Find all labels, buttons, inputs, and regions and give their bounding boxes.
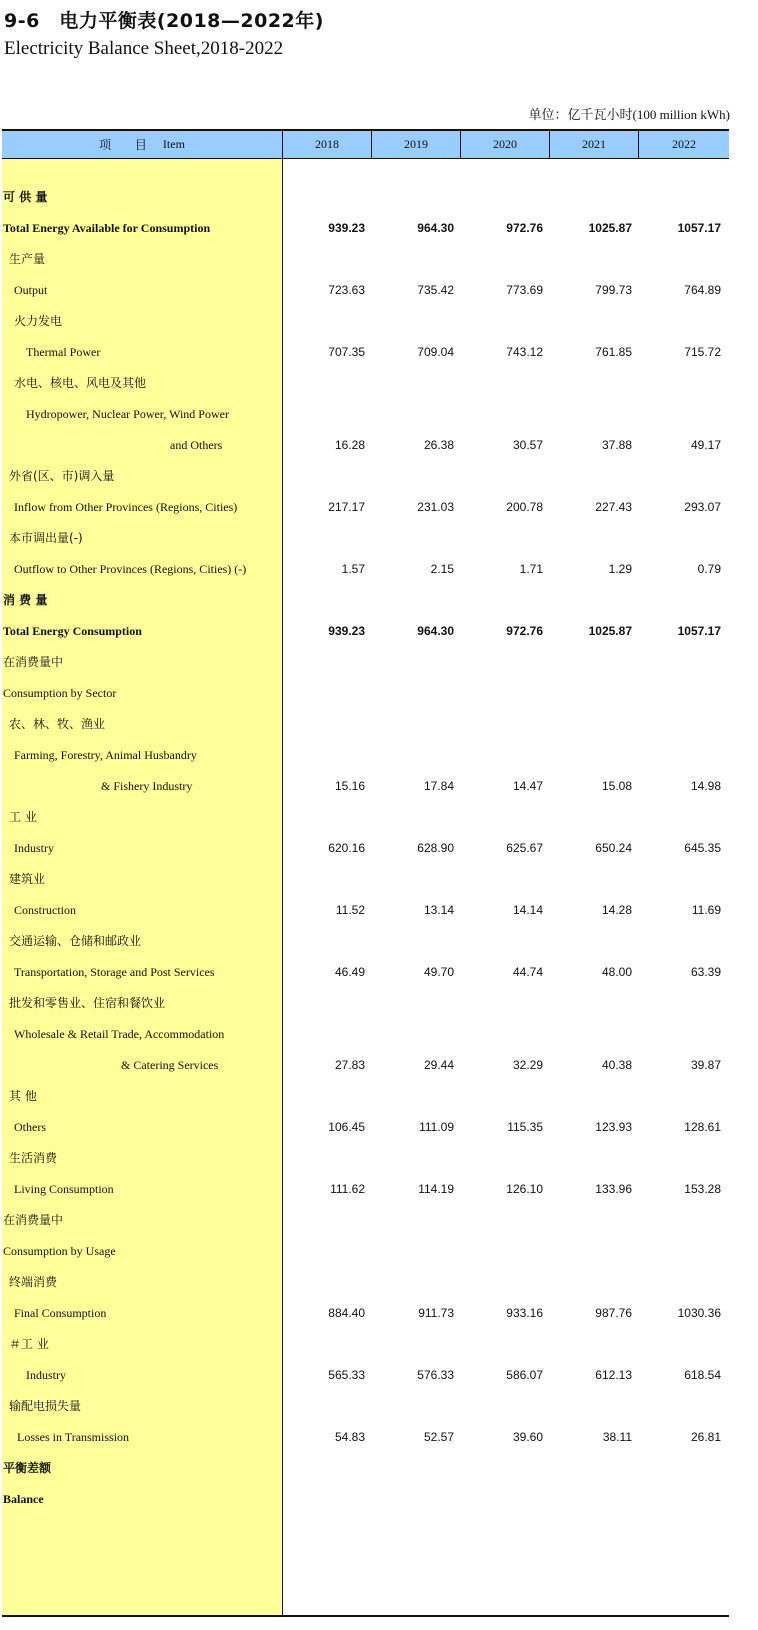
value-2022: 618.54 bbox=[684, 1368, 721, 1382]
table-row bbox=[2, 492, 729, 523]
value-2018: 565.33 bbox=[328, 1368, 365, 1382]
row-label: 交通运输、仓储和邮政业 bbox=[9, 934, 142, 948]
table-row bbox=[2, 833, 729, 864]
value-2020: 14.14 bbox=[512, 903, 543, 917]
row-label: 农、林、牧、渔业 bbox=[9, 717, 106, 731]
unit-note bbox=[528, 104, 730, 123]
table-row bbox=[2, 399, 729, 430]
table-row bbox=[2, 926, 729, 957]
value-2018: 939.23 bbox=[328, 221, 365, 235]
header-year-2021: 2021 bbox=[549, 131, 638, 158]
value-2019: 964.30 bbox=[417, 221, 454, 235]
value-2019: 29.44 bbox=[423, 1058, 454, 1072]
value-2022: 715.72 bbox=[684, 345, 721, 359]
table-row bbox=[2, 523, 729, 554]
row-label: & Catering Services bbox=[121, 1058, 219, 1072]
value-2018: 11.52 bbox=[335, 903, 365, 917]
value-2021: 38.11 bbox=[602, 1430, 632, 1444]
row-label: Industry bbox=[14, 841, 54, 855]
value-2020: 586.07 bbox=[506, 1368, 543, 1382]
value-2022: 293.07 bbox=[684, 500, 721, 514]
value-2018: 15.16 bbox=[334, 779, 365, 793]
row-label: 水电、核电、风电及其他 bbox=[14, 376, 147, 390]
value-2020: 126.10 bbox=[506, 1182, 543, 1196]
table-row bbox=[2, 244, 729, 275]
row-label: 本市调出量(-) bbox=[9, 531, 83, 545]
row-label: Outflow to Other Provinces (Regions, Cities) (-) bbox=[14, 562, 247, 576]
table-row bbox=[2, 430, 729, 461]
table-row bbox=[2, 771, 729, 802]
row-label: & Fishery Industry bbox=[101, 779, 193, 793]
table-row bbox=[2, 1453, 729, 1484]
row-label: 建筑业 bbox=[9, 872, 46, 886]
table-header bbox=[2, 129, 729, 159]
row-label: Wholesale & Retail Trade, Accommodation bbox=[14, 1027, 225, 1041]
table-row bbox=[2, 275, 729, 306]
table-row bbox=[2, 988, 729, 1019]
value-2022: 1030.36 bbox=[677, 1306, 721, 1320]
row-label: Total Energy Available for Consumption bbox=[3, 221, 211, 235]
row-label: 消 费 量 bbox=[3, 593, 48, 607]
row-label: 生活消费 bbox=[9, 1151, 58, 1165]
row-label: 平衡差额 bbox=[3, 1461, 52, 1475]
value-2019: 2.15 bbox=[430, 562, 454, 576]
table-row bbox=[2, 1081, 729, 1112]
table-row bbox=[2, 1391, 729, 1422]
table-row bbox=[2, 709, 729, 740]
value-2018: 884.40 bbox=[328, 1306, 365, 1320]
row-label: and Others bbox=[170, 438, 223, 452]
value-2020: 1.71 bbox=[519, 562, 543, 576]
table-row bbox=[2, 1360, 729, 1391]
value-2020: 39.60 bbox=[512, 1430, 543, 1444]
electricity-balance-table bbox=[2, 129, 729, 1617]
value-2020: 200.78 bbox=[506, 500, 543, 514]
value-2021: 1.29 bbox=[608, 562, 632, 576]
header-year-2022: 2022 bbox=[638, 131, 729, 158]
table-title-en: Electricity Balance Sheet,2018-2022 bbox=[4, 38, 284, 59]
table-row bbox=[2, 461, 729, 492]
row-label: 外省(区、市)调入量 bbox=[9, 469, 115, 483]
row-label: 可 供 量 bbox=[3, 190, 48, 204]
value-2018: 111.62 bbox=[330, 1182, 365, 1196]
row-label: Final Consumption bbox=[14, 1306, 107, 1320]
row-label: Living Consumption bbox=[14, 1182, 114, 1196]
value-2019: 628.90 bbox=[417, 841, 454, 855]
value-2022: 0.79 bbox=[697, 562, 721, 576]
header-year-2018: 2018 bbox=[282, 131, 371, 158]
table-row bbox=[2, 585, 729, 616]
value-2019: 576.33 bbox=[417, 1368, 454, 1382]
header-year-2020: 2020 bbox=[460, 131, 549, 158]
value-2019: 735.42 bbox=[417, 283, 454, 297]
value-2021: 612.13 bbox=[595, 1368, 632, 1382]
value-2022: 128.61 bbox=[684, 1120, 721, 1134]
value-2022: 63.39 bbox=[690, 965, 721, 979]
value-2020: 115.35 bbox=[507, 1120, 543, 1134]
row-label: 其 他 bbox=[9, 1089, 37, 1103]
table-bottom-rule bbox=[2, 1615, 729, 1617]
value-2019: 49.70 bbox=[423, 965, 454, 979]
value-2018: 217.17 bbox=[328, 500, 365, 514]
value-2021: 37.88 bbox=[601, 438, 632, 452]
row-label: Output bbox=[14, 283, 48, 297]
value-2020: 14.47 bbox=[512, 779, 543, 793]
unit-cn: 单位：亿千瓦小时 bbox=[528, 108, 633, 123]
row-label: 生产量 bbox=[9, 252, 46, 266]
value-2021: 48.00 bbox=[601, 965, 632, 979]
table-row bbox=[2, 1050, 729, 1081]
value-2020: 30.57 bbox=[512, 438, 543, 452]
value-2021: 133.96 bbox=[595, 1182, 632, 1196]
table-row bbox=[2, 1267, 729, 1298]
value-2022: 26.81 bbox=[690, 1430, 721, 1444]
value-2021: 987.76 bbox=[595, 1306, 632, 1320]
value-2022: 1057.17 bbox=[677, 624, 721, 638]
value-2022: 1057.17 bbox=[677, 221, 721, 235]
value-2019: 111.09 bbox=[419, 1120, 454, 1134]
table-row bbox=[2, 1484, 729, 1515]
table-row bbox=[2, 895, 729, 926]
value-2022: 11.69 bbox=[691, 903, 721, 917]
row-label: 工 业 bbox=[9, 810, 37, 824]
table-row bbox=[2, 678, 729, 709]
table-row bbox=[2, 306, 729, 337]
value-2020: 773.69 bbox=[506, 283, 543, 297]
table-row bbox=[2, 802, 729, 833]
table-row bbox=[2, 647, 729, 678]
table-row bbox=[2, 740, 729, 771]
value-2019: 26.38 bbox=[423, 438, 454, 452]
table-row bbox=[2, 864, 729, 895]
value-2022: 153.28 bbox=[684, 1182, 721, 1196]
table-row bbox=[2, 616, 729, 647]
row-label: Total Energy Consumption bbox=[3, 624, 142, 638]
row-label: Thermal Power bbox=[26, 345, 101, 359]
value-2020: 972.76 bbox=[506, 221, 543, 235]
row-label: 终端消费 bbox=[9, 1275, 58, 1289]
value-2021: 123.93 bbox=[595, 1120, 632, 1134]
row-label: 火力发电 bbox=[14, 314, 63, 328]
value-2020: 933.16 bbox=[506, 1306, 543, 1320]
row-label: Losses in Transmission bbox=[17, 1430, 130, 1444]
value-2022: 49.17 bbox=[690, 438, 721, 452]
value-2019: 709.04 bbox=[417, 345, 454, 359]
value-2021: 227.43 bbox=[595, 500, 632, 514]
table-row bbox=[2, 554, 729, 585]
value-2020: 44.74 bbox=[512, 965, 543, 979]
table-row bbox=[2, 337, 729, 368]
row-label: Industry bbox=[26, 1368, 66, 1382]
table-row bbox=[2, 182, 729, 213]
table-row bbox=[2, 1298, 729, 1329]
table-row bbox=[2, 213, 729, 244]
table-row bbox=[2, 1329, 729, 1360]
value-2021: 650.24 bbox=[595, 841, 632, 855]
value-2018: 723.63 bbox=[328, 283, 365, 297]
value-2021: 40.38 bbox=[601, 1058, 632, 1072]
value-2019: 911.73 bbox=[418, 1306, 454, 1320]
row-label: 在消费量中 bbox=[3, 1213, 64, 1227]
value-2018: 707.35 bbox=[328, 345, 365, 359]
table-row bbox=[2, 1236, 729, 1267]
value-2021: 1025.87 bbox=[588, 624, 632, 638]
row-label: 输配电损失量 bbox=[9, 1399, 82, 1413]
row-label: Others bbox=[14, 1120, 46, 1134]
value-2020: 625.67 bbox=[506, 841, 543, 855]
value-2021: 1025.87 bbox=[588, 221, 632, 235]
value-2018: 54.83 bbox=[334, 1430, 365, 1444]
value-2021: 799.73 bbox=[595, 283, 632, 297]
value-2018: 1.57 bbox=[341, 562, 365, 576]
row-label: Balance bbox=[3, 1492, 44, 1506]
value-2019: 52.57 bbox=[423, 1430, 454, 1444]
value-2021: 15.08 bbox=[601, 779, 632, 793]
row-label: Consumption by Sector bbox=[3, 686, 117, 700]
table-row bbox=[2, 368, 729, 399]
row-label: Construction bbox=[14, 903, 76, 917]
row-label: 在消费量中 bbox=[3, 655, 64, 669]
value-2020: 743.12 bbox=[506, 345, 543, 359]
value-2020: 32.29 bbox=[512, 1058, 543, 1072]
row-label: Inflow from Other Provinces (Regions, Cities) bbox=[14, 500, 238, 514]
value-2018: 620.16 bbox=[328, 841, 365, 855]
row-label: Transportation, Storage and Post Services bbox=[14, 965, 215, 979]
value-2018: 16.28 bbox=[334, 438, 365, 452]
table-row bbox=[2, 1112, 729, 1143]
value-2019: 114.19 bbox=[418, 1182, 454, 1196]
value-2022: 39.87 bbox=[690, 1058, 721, 1072]
value-2019: 231.03 bbox=[417, 500, 454, 514]
value-2018: 46.49 bbox=[334, 965, 365, 979]
row-label: Farming, Forestry, Animal Husbandry bbox=[14, 748, 197, 762]
table-row bbox=[2, 1019, 729, 1050]
row-label: 批发和零售业、住宿和餐饮业 bbox=[9, 996, 166, 1010]
header-item-cell bbox=[2, 131, 282, 158]
table-row bbox=[2, 1174, 729, 1205]
header-item-en: Item bbox=[162, 137, 185, 151]
value-2018: 27.83 bbox=[334, 1058, 365, 1072]
table-row bbox=[2, 957, 729, 988]
value-2018: 939.23 bbox=[328, 624, 365, 638]
value-2019: 964.30 bbox=[417, 624, 454, 638]
header-year-2019: 2019 bbox=[371, 131, 460, 158]
table-row bbox=[2, 1143, 729, 1174]
table-title-cn: 9-6 电力平衡表(2018—2022年) bbox=[4, 10, 324, 32]
table-row bbox=[2, 1422, 729, 1453]
row-label: ＃工 业 bbox=[9, 1337, 49, 1351]
header-item-cn: 项 目 bbox=[99, 138, 157, 152]
value-2019: 13.14 bbox=[423, 903, 454, 917]
unit-en: (100 million kWh) bbox=[632, 107, 730, 122]
value-2021: 761.85 bbox=[595, 345, 632, 359]
row-label: Consumption by Usage bbox=[3, 1244, 116, 1258]
value-2022: 764.89 bbox=[684, 283, 721, 297]
row-label: Hydropower, Nuclear Power, Wind Power bbox=[26, 407, 229, 421]
value-2021: 14.28 bbox=[601, 903, 632, 917]
value-2018: 106.45 bbox=[328, 1120, 365, 1134]
value-2022: 645.35 bbox=[684, 841, 721, 855]
value-2020: 972.76 bbox=[506, 624, 543, 638]
table-row bbox=[2, 1205, 729, 1236]
value-2022: 14.98 bbox=[690, 779, 721, 793]
value-2019: 17.84 bbox=[423, 779, 454, 793]
